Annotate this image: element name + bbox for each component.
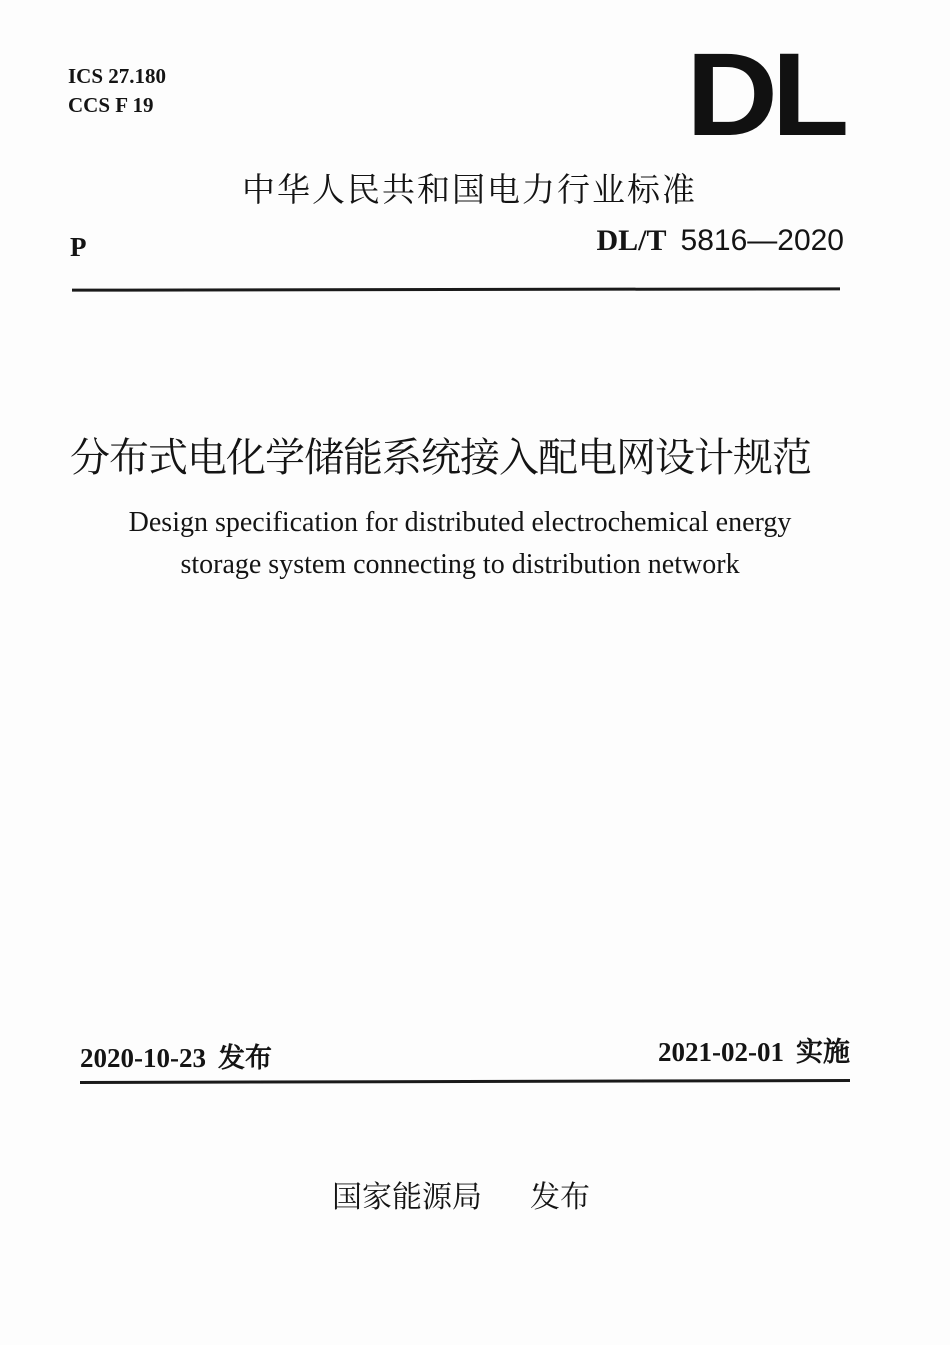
standard-number — [596, 224, 844, 258]
issuer-block — [332, 1172, 590, 1216]
issuer-action: 发布 — [530, 1180, 590, 1215]
standard-category: 中华人民共和国电力行业标准 — [242, 170, 697, 209]
standard-number-prefix: DL/T — [596, 224, 667, 257]
title-english — [70, 502, 850, 586]
ccs-code: CCS F 19 — [68, 93, 154, 117]
title-english-line-1: Design specification for distributed electrochemical energy — [128, 507, 792, 538]
title-chinese: 分布式电化学储能系统接入配电网设计规范 — [70, 435, 811, 481]
ics-code: ICS 27.180 — [68, 64, 167, 88]
implement-date-block — [658, 1030, 850, 1069]
implement-label: 实施 — [796, 1037, 850, 1068]
issuer-name: 国家能源局 — [332, 1180, 482, 1215]
publish-label: 发布 — [217, 1043, 272, 1074]
implement-date: 2021-02-01 — [658, 1037, 784, 1067]
dl-logo: DL — [686, 29, 843, 161]
bottom-divider — [80, 1079, 850, 1084]
category-code: P — [70, 232, 87, 262]
title-english-line-2: storage system connecting to distribution network — [180, 549, 740, 580]
standard-number-value: 5816—2020 — [680, 224, 844, 257]
publish-date-block — [80, 1036, 272, 1075]
publish-date: 2020-10-23 — [80, 1043, 206, 1073]
top-divider — [72, 287, 840, 291]
classification-codes — [68, 62, 166, 120]
